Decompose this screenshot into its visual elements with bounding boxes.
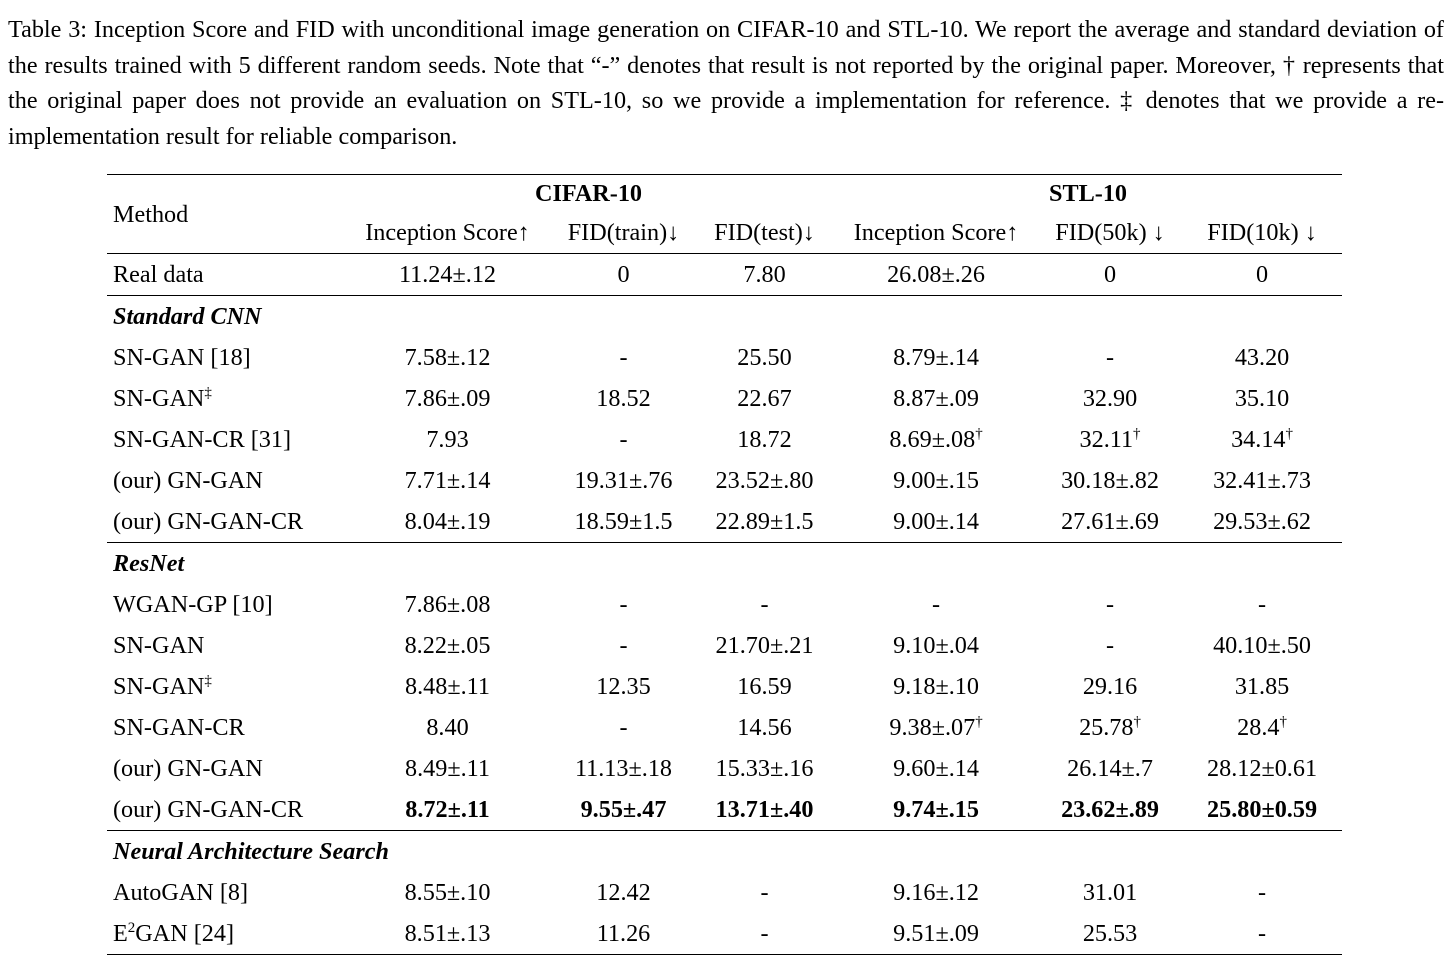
value-cell bbox=[1182, 419, 1342, 460]
value-cell bbox=[343, 666, 552, 707]
value-text: 25.80±0.59 bbox=[1207, 796, 1318, 823]
value-marker: † bbox=[1285, 425, 1293, 442]
table-body bbox=[107, 254, 1342, 955]
results-table-container bbox=[107, 174, 1342, 955]
method-cell bbox=[107, 666, 343, 707]
value-text: 28.12±0.61 bbox=[1207, 755, 1318, 782]
value-text: 30.18±.82 bbox=[1061, 467, 1159, 494]
value-text: 43.20 bbox=[1234, 344, 1290, 371]
value-cell bbox=[695, 666, 834, 707]
value-text: - bbox=[760, 591, 769, 618]
value-cell bbox=[1038, 666, 1182, 707]
value-text: - bbox=[1106, 344, 1115, 371]
table-row bbox=[107, 460, 1342, 501]
value-cell bbox=[343, 584, 552, 625]
value-text: 35.10 bbox=[1234, 385, 1290, 412]
value-text: 8.49±.11 bbox=[405, 755, 490, 782]
value-text: 8.69±.08 bbox=[889, 426, 976, 453]
value-text: 7.71±.14 bbox=[404, 467, 491, 494]
value-cell bbox=[695, 419, 834, 460]
value-cell bbox=[343, 872, 552, 913]
value-text: 25.53 bbox=[1082, 920, 1138, 947]
method-name: SN-GAN-CR [31] bbox=[113, 426, 292, 453]
value-cell bbox=[552, 666, 695, 707]
value-text: 18.52 bbox=[596, 385, 651, 412]
value-cell: 0 bbox=[1255, 261, 1269, 288]
value-text: 18.72 bbox=[737, 426, 792, 453]
value-cell bbox=[834, 460, 1038, 501]
value-text: 25.78 bbox=[1079, 714, 1134, 741]
value-cell bbox=[695, 625, 834, 666]
value-cell bbox=[834, 707, 1038, 748]
value-cell bbox=[552, 748, 695, 789]
value-cell bbox=[834, 748, 1038, 789]
method-name: (our) GN-GAN bbox=[113, 467, 263, 494]
value-cell bbox=[695, 913, 834, 955]
value-cell bbox=[834, 625, 1038, 666]
value-cell bbox=[834, 337, 1038, 378]
value-cell bbox=[343, 419, 552, 460]
method-name: WGAN-GP [10] bbox=[113, 591, 273, 618]
value-text: 26.14±.7 bbox=[1067, 755, 1153, 782]
value-text: 7.58±.12 bbox=[404, 344, 491, 371]
value-cell bbox=[1182, 666, 1342, 707]
value-text: 9.10±.04 bbox=[893, 632, 979, 659]
column-header: FID(train)↓ bbox=[567, 219, 680, 246]
method-cell bbox=[107, 707, 343, 748]
method-name: AutoGAN [8] bbox=[113, 879, 249, 906]
value-cell bbox=[1038, 789, 1182, 831]
value-cell bbox=[552, 337, 695, 378]
value-cell bbox=[695, 337, 834, 378]
method-header: Method bbox=[113, 200, 189, 228]
value-cell bbox=[1182, 789, 1342, 831]
value-cell bbox=[1182, 337, 1342, 378]
value-cell bbox=[343, 913, 552, 955]
value-text: 34.14 bbox=[1231, 426, 1286, 453]
section-header-row bbox=[107, 831, 1342, 873]
value-cell bbox=[1038, 337, 1182, 378]
value-cell bbox=[343, 378, 552, 419]
value-cell bbox=[695, 789, 834, 831]
value-cell bbox=[343, 789, 552, 831]
value-text: 9.55±.47 bbox=[580, 796, 667, 823]
value-text: 31.85 bbox=[1234, 673, 1290, 700]
value-text: 8.04±.19 bbox=[404, 508, 491, 535]
value-text: 9.38±.07 bbox=[889, 714, 976, 741]
section-header-row bbox=[107, 296, 1342, 338]
value-text: - bbox=[1258, 920, 1267, 947]
value-cell bbox=[1182, 501, 1342, 543]
section-title: Neural Architecture Search bbox=[113, 838, 389, 865]
value-text: 22.67 bbox=[737, 385, 792, 412]
results-table bbox=[107, 174, 1342, 955]
value-cell bbox=[343, 501, 552, 543]
table-row-real-data bbox=[107, 254, 1342, 296]
value-cell: 26.08±.26 bbox=[887, 261, 985, 288]
value-cell bbox=[1038, 707, 1182, 748]
value-text: 8.48±.11 bbox=[405, 673, 490, 700]
value-text: 31.01 bbox=[1082, 879, 1138, 906]
method-name: (our) GN-GAN-CR bbox=[113, 508, 304, 535]
value-marker: † bbox=[975, 425, 983, 442]
value-text: 25.50 bbox=[737, 344, 792, 371]
value-cell bbox=[1182, 378, 1342, 419]
table-row bbox=[107, 872, 1342, 913]
value-cell bbox=[552, 378, 695, 419]
value-text: - bbox=[1106, 591, 1115, 618]
method-cell bbox=[107, 501, 343, 543]
stl-header: STL-10 bbox=[1049, 180, 1128, 207]
value-text: 32.90 bbox=[1082, 385, 1138, 412]
column-header: FID(50k) ↓ bbox=[1055, 219, 1165, 246]
value-text: 12.42 bbox=[596, 879, 651, 906]
value-text: 7.86±.09 bbox=[404, 385, 491, 412]
value-cell bbox=[834, 913, 1038, 955]
method-cell bbox=[107, 748, 343, 789]
value-text: 8.87±.09 bbox=[893, 385, 979, 412]
value-cell bbox=[695, 460, 834, 501]
method-name: (our) GN-GAN-CR bbox=[113, 796, 304, 823]
value-marker: † bbox=[1133, 713, 1141, 730]
value-cell bbox=[695, 584, 834, 625]
table-row bbox=[107, 789, 1342, 831]
value-text: - bbox=[760, 879, 769, 906]
value-text: 29.53±.62 bbox=[1213, 508, 1311, 535]
value-text: - bbox=[760, 920, 769, 947]
value-cell bbox=[1182, 748, 1342, 789]
method-cell bbox=[107, 460, 343, 501]
value-cell bbox=[1038, 460, 1182, 501]
value-text: 14.56 bbox=[737, 714, 792, 741]
value-text: 9.00±.15 bbox=[893, 467, 979, 494]
method-superscript: 2 bbox=[127, 919, 136, 936]
value-cell bbox=[343, 707, 552, 748]
value-cell: 0 bbox=[617, 261, 630, 288]
method-name: SN-GAN [18] bbox=[113, 344, 251, 371]
method-name: SN-GAN bbox=[113, 632, 205, 659]
value-cell bbox=[343, 625, 552, 666]
method-name-prefix: E bbox=[113, 920, 128, 947]
table-row bbox=[107, 584, 1342, 625]
value-cell bbox=[1182, 913, 1342, 955]
method-cell bbox=[107, 625, 343, 666]
method-name: SN-GAN-CR bbox=[113, 714, 245, 741]
method-marker: ‡ bbox=[204, 672, 212, 689]
value-text: 23.52±.80 bbox=[715, 467, 814, 494]
value-cell bbox=[552, 501, 695, 543]
value-cell bbox=[552, 625, 695, 666]
value-cell bbox=[1038, 501, 1182, 543]
value-text: 32.41±.73 bbox=[1213, 467, 1311, 494]
value-text: - bbox=[932, 591, 941, 618]
value-text: 19.31±.76 bbox=[574, 467, 673, 494]
table-row bbox=[107, 625, 1342, 666]
value-cell bbox=[1038, 872, 1182, 913]
value-text: 8.79±.14 bbox=[893, 344, 979, 371]
value-cell bbox=[695, 748, 834, 789]
value-text: 28.4 bbox=[1237, 714, 1280, 741]
method-cell bbox=[107, 872, 343, 913]
value-cell bbox=[1182, 625, 1342, 666]
value-text: 29.16 bbox=[1082, 673, 1138, 700]
value-text: - bbox=[1258, 591, 1267, 618]
table-row bbox=[107, 913, 1342, 955]
value-cell bbox=[1038, 378, 1182, 419]
value-text: 18.59±1.5 bbox=[574, 508, 673, 535]
value-text: 23.62±.89 bbox=[1061, 796, 1159, 823]
value-text: - bbox=[619, 344, 628, 371]
value-text: 21.70±.21 bbox=[715, 632, 814, 659]
table-row bbox=[107, 707, 1342, 748]
value-text: 12.35 bbox=[596, 673, 651, 700]
value-text: - bbox=[619, 632, 628, 659]
value-cell bbox=[1038, 584, 1182, 625]
value-text: 8.55±.10 bbox=[404, 879, 491, 906]
value-text: 40.10±.50 bbox=[1213, 632, 1311, 659]
value-cell bbox=[1038, 625, 1182, 666]
method-cell bbox=[107, 584, 343, 625]
section-title: ResNet bbox=[113, 550, 185, 577]
value-cell: 0 bbox=[1103, 261, 1117, 288]
table-row bbox=[107, 501, 1342, 543]
method-cell bbox=[107, 419, 343, 460]
value-text: 9.00±.14 bbox=[893, 508, 979, 535]
value-cell bbox=[695, 378, 834, 419]
value-text: 11.26 bbox=[596, 920, 651, 947]
value-text: - bbox=[1258, 879, 1267, 906]
value-text: - bbox=[1106, 632, 1115, 659]
value-cell bbox=[343, 337, 552, 378]
value-text: 9.18±.10 bbox=[893, 673, 979, 700]
value-text: 15.33±.16 bbox=[715, 755, 814, 782]
value-cell bbox=[552, 419, 695, 460]
value-text: 16.59 bbox=[737, 673, 792, 700]
column-header: FID(test)↓ bbox=[714, 219, 815, 246]
value-cell: 11.24±.12 bbox=[398, 261, 497, 288]
column-header: Inception Score↑ bbox=[853, 219, 1019, 246]
value-cell bbox=[834, 666, 1038, 707]
section-header-row bbox=[107, 543, 1342, 585]
method-name: SN-GAN bbox=[113, 385, 205, 412]
table-row bbox=[107, 666, 1342, 707]
table-row bbox=[107, 378, 1342, 419]
method-name-suffix: GAN [24] bbox=[135, 920, 235, 947]
value-cell bbox=[834, 419, 1038, 460]
method-cell bbox=[107, 913, 343, 955]
value-marker: † bbox=[1279, 713, 1287, 730]
value-cell bbox=[343, 748, 552, 789]
value-marker: † bbox=[975, 713, 983, 730]
value-cell bbox=[343, 460, 552, 501]
value-cell bbox=[1182, 707, 1342, 748]
value-cell bbox=[1038, 419, 1182, 460]
table-row bbox=[107, 748, 1342, 789]
value-cell bbox=[695, 501, 834, 543]
value-text: 22.89±1.5 bbox=[715, 508, 814, 535]
value-cell bbox=[1038, 913, 1182, 955]
value-text: 27.61±.69 bbox=[1061, 508, 1159, 535]
value-cell bbox=[834, 872, 1038, 913]
value-cell bbox=[1182, 460, 1342, 501]
value-text: 7.86±.08 bbox=[404, 591, 491, 618]
value-text: 9.51±.09 bbox=[893, 920, 979, 947]
column-header: Inception Score↑ bbox=[365, 219, 530, 246]
method-name: SN-GAN bbox=[113, 673, 205, 700]
value-cell bbox=[1038, 748, 1182, 789]
value-text: 8.22±.05 bbox=[404, 632, 491, 659]
table-row bbox=[107, 419, 1342, 460]
method-name: (our) GN-GAN bbox=[113, 755, 263, 782]
value-cell bbox=[834, 378, 1038, 419]
value-text: 8.40 bbox=[426, 714, 469, 741]
value-text: 32.11 bbox=[1079, 426, 1134, 453]
value-text: - bbox=[619, 591, 628, 618]
table-row bbox=[107, 337, 1342, 378]
value-cell bbox=[695, 707, 834, 748]
column-header: FID(10k) ↓ bbox=[1207, 219, 1317, 246]
value-text: 11.13±.18 bbox=[574, 755, 673, 782]
value-text: 8.72±.11 bbox=[405, 796, 490, 823]
value-cell bbox=[834, 501, 1038, 543]
value-cell bbox=[1182, 872, 1342, 913]
value-text: 9.16±.12 bbox=[893, 879, 979, 906]
method-marker: ‡ bbox=[204, 384, 212, 401]
value-text: 9.60±.14 bbox=[893, 755, 979, 782]
section-title: Standard CNN bbox=[113, 303, 262, 330]
cifar-header: CIFAR-10 bbox=[534, 180, 643, 207]
value-cell bbox=[834, 584, 1038, 625]
value-text: 7.93 bbox=[426, 426, 469, 453]
value-cell bbox=[552, 584, 695, 625]
value-cell bbox=[695, 872, 834, 913]
table-caption: Table 3: Inception Score and FID with unconditional image generation on CIFAR-10 and STL-10. We report the average and standard deviation of the results trained with 5 different random seeds. Note that “-” denotes that result is not reported by the original paper. Moreover, † represents that the original paper does not provide an evaluation on STL-10, so we provide a implementation for reference. ‡ denotes that we provide a re-implementation result for reliable comparison. bbox=[8, 16, 1444, 150]
value-cell bbox=[552, 789, 695, 831]
value-text: - bbox=[619, 714, 628, 741]
value-text: 9.74±.15 bbox=[893, 796, 979, 823]
value-cell: 7.80 bbox=[743, 261, 786, 288]
value-cell bbox=[834, 789, 1038, 831]
value-cell bbox=[552, 872, 695, 913]
value-text: 13.71±.40 bbox=[715, 796, 814, 823]
method-cell bbox=[107, 378, 343, 419]
value-text: - bbox=[619, 426, 628, 453]
value-cell bbox=[552, 460, 695, 501]
header-group-row bbox=[107, 175, 1342, 214]
value-text: 8.51±.13 bbox=[404, 920, 491, 947]
value-cell bbox=[1182, 584, 1342, 625]
value-marker: † bbox=[1133, 425, 1141, 442]
method-cell bbox=[107, 789, 343, 831]
value-cell bbox=[552, 913, 695, 955]
value-cell bbox=[552, 707, 695, 748]
method-cell bbox=[107, 337, 343, 378]
method-cell: Real data bbox=[113, 261, 204, 288]
